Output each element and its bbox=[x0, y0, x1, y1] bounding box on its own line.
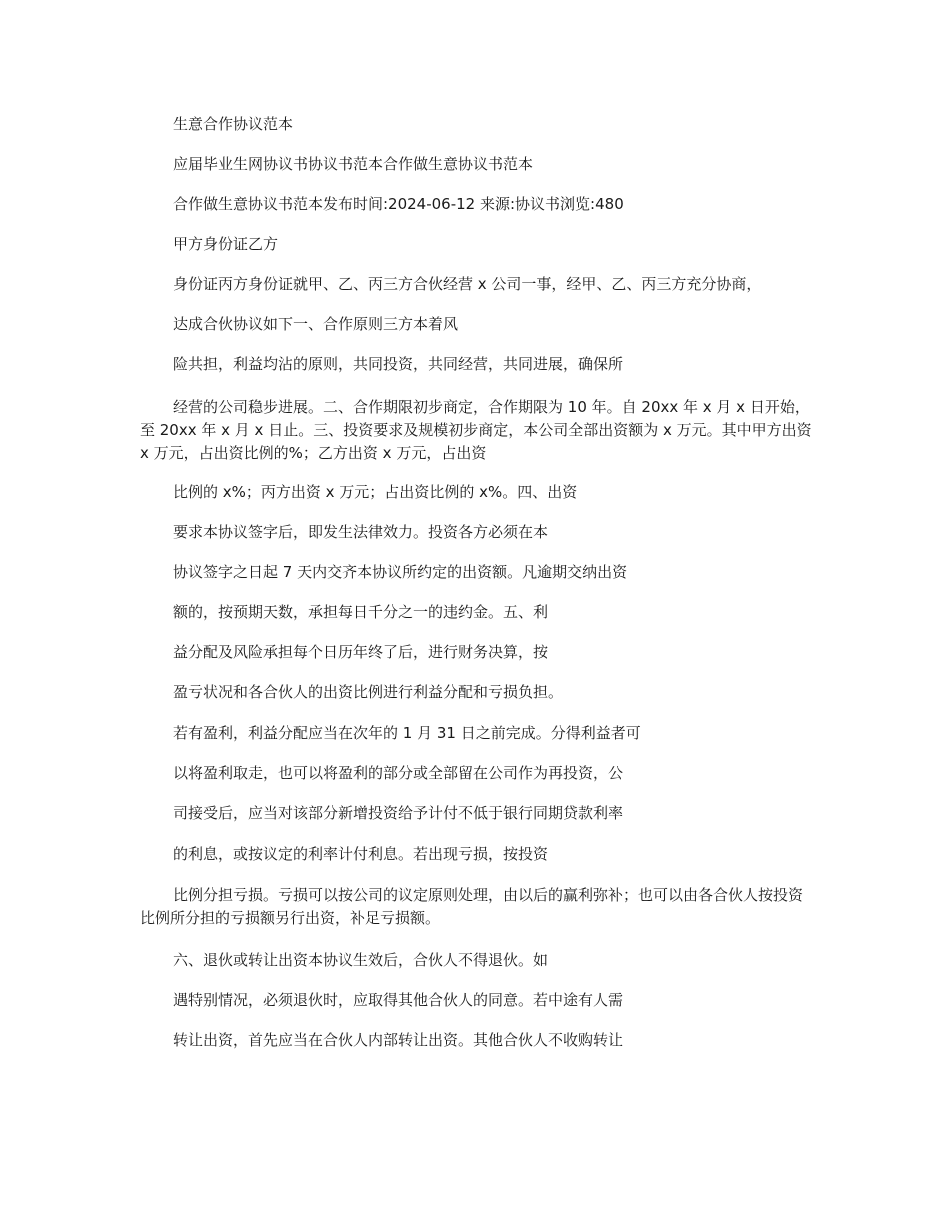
document-paragraph: 若有盈利，利益分配应当在次年的 1 月 31 日之前完成。分得利益者可 bbox=[173, 724, 641, 742]
document-paragraph: 达成合伙协议如下一、合作原则三方本着风 bbox=[173, 315, 459, 333]
document-paragraph: 险共担，利益均沾的原则，共同投资，共同经营，共同进展，确保所 bbox=[173, 355, 624, 373]
document-paragraph: 六、退伙或转让出资本协议生效后，合伙人不得退伙。如 bbox=[173, 951, 549, 969]
document-paragraph: 甲方身份证乙方 bbox=[173, 235, 279, 253]
document-paragraph: 以将盈利取走，也可以将盈利的部分或全部留在公司作为再投资，公 bbox=[173, 764, 624, 782]
document-paragraph: 比例分担亏损。亏损可以按公司的议定原则处理，由以后的赢利弥补；也可以由各合伙人按投资比例所分担的亏损额另行出资，补足亏损额。 bbox=[140, 886, 804, 927]
document-paragraph: 盈亏状况和各合伙人的出资比例进行利益分配和亏损负担。 bbox=[173, 683, 564, 701]
document-paragraph: 应届毕业生网协议书协议书范本合作做生意协议书范本 bbox=[173, 155, 534, 173]
document-paragraph: 遇特别情况，必须退伙时，应取得其他合伙人的同意。若中途有人需 bbox=[173, 991, 624, 1009]
document-paragraph: 要求本协议签字后，即发生法律效力。投资各方必须在本 bbox=[173, 523, 549, 541]
publish-info-paragraph: 合作做生意协议书范本发布时间:2024-06-12 来源:协议书浏览:480 bbox=[173, 195, 624, 213]
document-paragraph: 额的，按预期天数，承担每日千分之一的违约金。五、利 bbox=[173, 603, 549, 621]
document-title: 生意合作协议范本 bbox=[173, 115, 294, 133]
document-paragraph: 益分配及风险承担每个日历年终了后，进行财务决算，按 bbox=[173, 643, 549, 661]
document-paragraph: 比例的 x%；丙方出资 x 万元；占出资比例的 x%。四、出资 bbox=[173, 483, 578, 501]
document-paragraph: 司接受后，应当对该部分新增投资给予计付不低于银行同期贷款利率 bbox=[173, 804, 624, 822]
document-paragraph: 经营的公司稳步进展。二、合作期限初步商定，合作期限为 10 年。自 20xx 年 x 月 x 日开始，至 20xx 年 x 月 x 日止。三、投资要求及规模初步商定，本公司全部出资额为 x 万元。其中甲方出资 x 万元，占出资比例的%；乙方出资 x 万元，占出资 bbox=[140, 398, 812, 462]
document-paragraph: 协议签字之日起 7 天内交齐本协议所约定的出资额。凡逾期交纳出资 bbox=[173, 563, 628, 581]
document-paragraph: 的利息，或按议定的利率计付利息。若出现亏损，按投资 bbox=[173, 845, 549, 863]
document-paragraph: 转让出资，首先应当在合伙人内部转让出资。其他合伙人不收购转让 bbox=[173, 1031, 624, 1049]
document-paragraph: 身份证丙方身份证就甲、乙、丙三方合伙经营 x 公司一事，经甲、乙、丙三方充分协商， bbox=[173, 275, 762, 293]
